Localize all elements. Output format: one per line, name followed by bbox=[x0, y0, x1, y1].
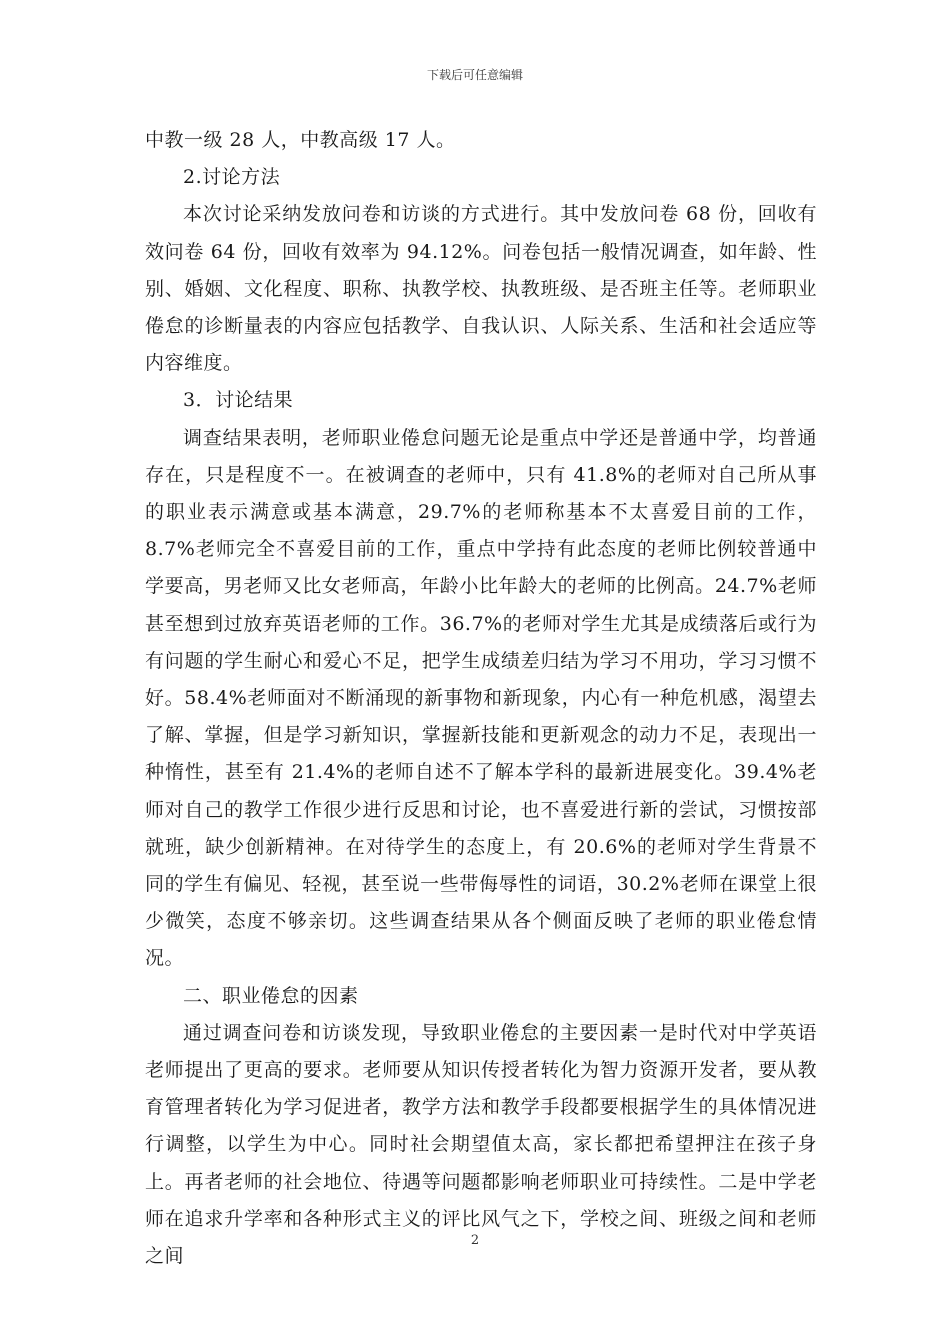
document-body bbox=[145, 122, 817, 1275]
section-heading-factors: 二、职业倦怠的因素 bbox=[183, 984, 359, 1007]
paragraph-results: 调查结果表明，老师职业倦怠问题无论是重点中学还是普通中学，均普通存在，只是程度不一。在被调查的老师中，只有 41.8%的老师对自己所从事的职业表示满意或基本满意，29.7%的老师称基本不太喜爱目前的工作，8.7%老师完全不喜爱目前的工作，重点中学持有此态度的老师比例较普通中学要高，男老师又比女老师高，年龄小比年龄大的老师的比例高。24.7%老师甚至想到过放弃英语老师的工作。36.7%的老师对学生尤其是成绩落后或行为有问题的学生耐心和爱心不足，把学生成绩差归结为学习不用功，学习习惯不好。58.4%老师面对不断涌现的新事物和新现象，内心有一种危机感，渴望去了解、掌握，但是学习新知识，掌握新技能和更新观念的动力不足，表现出一种惰性，甚至有 21.4%的老师自述不了解本学科的最新进展变化。39.4%老师对自己的教学工作很少进行反思和讨论，也不喜爱进行新的尝试，习惯按部就班，缺少创新精神。在对待学生的态度上，有 20.6%的老师对学生背景不同的学生有偏见、轻视，甚至说一些带侮辱性的词语，30.2%老师在课堂上很少微笑，态度不够亲切。这些调查结果从各个侧面反映了老师的职业倦怠情况。 bbox=[145, 426, 817, 970]
paragraph-continuation: 中教一级 28 人，中教高级 17 人。 bbox=[145, 129, 456, 151]
paragraph-factors: 通过调查问卷和访谈发现，导致职业倦怠的主要因素一是时代对中学英语老师提出了更高的要求。老师要从知识传授者转化为智力资源开发者，要从教育管理者转化为学习促进者，教学方法和教学手段都要根据学生的具体情况进行调整，以学生为中心。同时社会期望值太高，家长都把希望押注在孩子身上。再者老师的社会地位、待遇等问题都影响老师职业可持续性。二是中学老师在追求升学率和各种形式主义的评比风气之下，学校之间、班级之间和老师之间 bbox=[145, 1021, 817, 1268]
page-header: 下载后可任意编辑 bbox=[426, 68, 523, 82]
section-heading-results: 3．讨论结果 bbox=[183, 389, 294, 412]
paragraph-methods: 本次讨论采纳发放问卷和访谈的方式进行。其中发放问卷 68 份，回收有效问卷 64 份，回收有效率为 94.12%。问卷包括一般情况调查，如年龄、性别、婚姻、文化程度、职称、执教学校、执教班级、是否班主任等。老师职业倦怠的诊断量表的内容应包括教学、自我认识、人际关系、生活和社会适应等内容维度。 bbox=[145, 203, 817, 375]
page-number: 2 bbox=[470, 1233, 480, 1248]
section-heading-methods: 2.讨论方法 bbox=[183, 166, 281, 189]
